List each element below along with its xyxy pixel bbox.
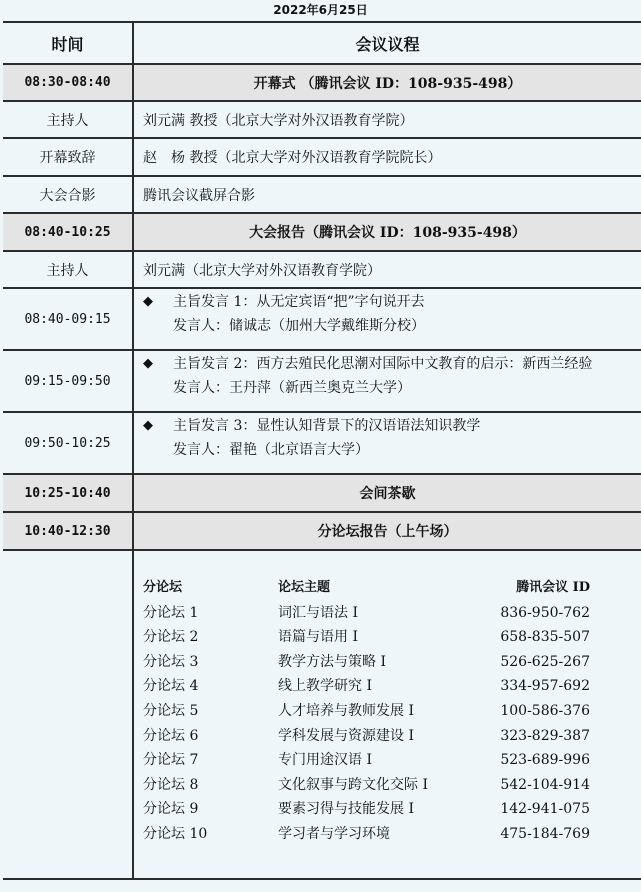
group-photo-value: 腾讯会议截屏合影 xyxy=(143,187,255,204)
table-header-row xyxy=(3,23,641,65)
forum-name: 分论坛 8 xyxy=(143,776,199,793)
diamond-bullet-icon: ◆ xyxy=(143,418,153,433)
forum-name: 分论坛 1 xyxy=(143,604,199,621)
header-agenda: 会议议程 xyxy=(355,34,420,54)
forum-meeting-id: 100-586-376 xyxy=(500,702,590,719)
forum-row xyxy=(143,601,590,626)
plenary-host-label: 主持人 xyxy=(3,252,134,287)
forum-topic: 词汇与语法 I xyxy=(278,604,358,621)
forum-topic: 线上教学研究 I xyxy=(278,678,372,695)
forum-meeting-id: 836-950-762 xyxy=(500,604,590,621)
opening-section-row xyxy=(3,65,641,102)
keynote-row xyxy=(3,413,641,475)
plenary-section-row xyxy=(3,214,641,252)
keynote-content xyxy=(134,351,641,411)
forum-meeting-id: 334-957-692 xyxy=(500,678,590,695)
forum-name: 分论坛 10 xyxy=(143,825,208,842)
forum-meeting-id: 523-689-996 xyxy=(500,752,590,769)
col-topic: 论坛主题 xyxy=(278,580,331,595)
opening-speech-value: 赵 杨 教授（北京大学对外汉语教育学院院长） xyxy=(143,150,442,166)
forum-topic: 学科发展与资源建设 I xyxy=(278,727,414,744)
agenda-table xyxy=(3,21,641,880)
forum-row xyxy=(143,674,590,699)
forums-list-row xyxy=(3,551,641,880)
forum-meeting-id: 323-829-387 xyxy=(500,727,590,744)
keynote-speaker: 发言人：储诚志（加州大学戴维斯分校） xyxy=(173,318,425,334)
keynote-time: 09:50-10:25 xyxy=(3,413,134,473)
opening-host-value: 刘元满 教授（北京大学对外汉语教育学院） xyxy=(143,112,414,129)
forum-meeting-id: 142-941-075 xyxy=(500,801,590,818)
plenary-title: 大会报告（腾讯会议 ID：108-935-498） xyxy=(249,225,526,241)
forum-row xyxy=(143,650,590,675)
keynote-time: 09:15-09:50 xyxy=(3,351,134,411)
forums-list-time-empty xyxy=(3,551,134,878)
keynote-speaker: 发言人：翟艳（北京语言大学） xyxy=(173,442,369,458)
date-title: 2022年6月25日 xyxy=(273,3,368,17)
forum-row xyxy=(143,797,590,822)
forum-meeting-id: 526-625-267 xyxy=(500,653,590,670)
forum-row xyxy=(143,724,590,749)
keynote-row xyxy=(3,351,641,413)
col-meeting-id: 腾讯会议 ID xyxy=(516,580,590,595)
forums-time: 10:40-12:30 xyxy=(3,513,134,549)
forum-topic: 要素习得与技能发展 I xyxy=(278,801,414,818)
forum-name: 分论坛 7 xyxy=(143,752,199,769)
group-photo-label: 大会合影 xyxy=(3,177,134,212)
keynote-speaker: 发言人：王丹萍（新西兰奥克兰大学） xyxy=(173,380,411,396)
plenary-host-value: 刘元满（北京大学对外汉语教育学院） xyxy=(143,262,381,279)
keynote-row xyxy=(3,289,641,351)
forums-section-row xyxy=(3,513,641,551)
forum-name: 分论坛 6 xyxy=(143,727,199,744)
opening-speech-row xyxy=(3,139,641,177)
plenary-time: 08:40-10:25 xyxy=(3,214,134,250)
forum-topic: 人才培养与教师发展 I xyxy=(278,702,414,719)
keynote-title: 主旨发言 2：西方去殖民化思潮对国际中文教育的启示：新西兰经验 xyxy=(173,356,593,372)
plenary-host-row xyxy=(3,252,641,289)
forum-row xyxy=(143,699,590,724)
forum-name: 分论坛 3 xyxy=(143,653,199,670)
forum-name: 分论坛 4 xyxy=(143,678,199,695)
opening-host-label: 主持人 xyxy=(3,102,134,137)
break-time: 10:25-10:40 xyxy=(3,475,134,511)
forum-meeting-id: 542-104-914 xyxy=(500,776,590,793)
opening-host-row xyxy=(3,102,641,139)
forum-row xyxy=(143,773,590,798)
forum-name: 分论坛 9 xyxy=(143,801,199,818)
forum-row xyxy=(143,822,590,847)
diamond-bullet-icon: ◆ xyxy=(143,356,153,371)
keynote-content xyxy=(134,413,641,473)
break-section-row xyxy=(3,475,641,513)
col-forum: 分论坛 xyxy=(143,580,183,595)
opening-title: 开幕式 （腾讯会议 ID：108-935-498） xyxy=(253,75,522,92)
forum-topic: 文化叙事与跨文化交际 I xyxy=(278,776,428,793)
forum-topic: 语篇与语用 I xyxy=(278,629,358,646)
forum-row xyxy=(143,748,590,773)
diamond-bullet-icon: ◆ xyxy=(143,294,153,309)
forum-meeting-id: 658-835-507 xyxy=(500,629,590,646)
keynote-title: 主旨发言 1：从无定宾语“把”字句说开去 xyxy=(173,294,425,310)
forum-meeting-id: 475-184-769 xyxy=(500,825,590,842)
forum-name: 分论坛 2 xyxy=(143,629,199,646)
keynote-content xyxy=(134,289,641,349)
forum-row xyxy=(143,625,590,650)
opening-speech-label: 开幕致辞 xyxy=(3,139,134,175)
opening-time: 08:30-08:40 xyxy=(3,65,134,100)
keynote-time: 08:40-09:15 xyxy=(3,289,134,349)
forums-list-header xyxy=(143,576,590,601)
forum-topic: 教学方法与策略 I xyxy=(278,653,386,670)
group-photo-row xyxy=(3,177,641,214)
keynote-title: 主旨发言 3：显性认知背景下的汉语语法知识教学 xyxy=(173,418,481,434)
forums-list xyxy=(134,551,641,878)
forum-name: 分论坛 5 xyxy=(143,702,199,719)
forums-title: 分论坛报告（上午场） xyxy=(317,524,458,540)
forum-topic: 学习者与学习环境 xyxy=(278,825,390,842)
header-time: 时间 xyxy=(3,23,134,63)
forum-topic: 专门用途汉语 I xyxy=(278,752,372,769)
break-title: 会间茶歇 xyxy=(359,486,416,502)
